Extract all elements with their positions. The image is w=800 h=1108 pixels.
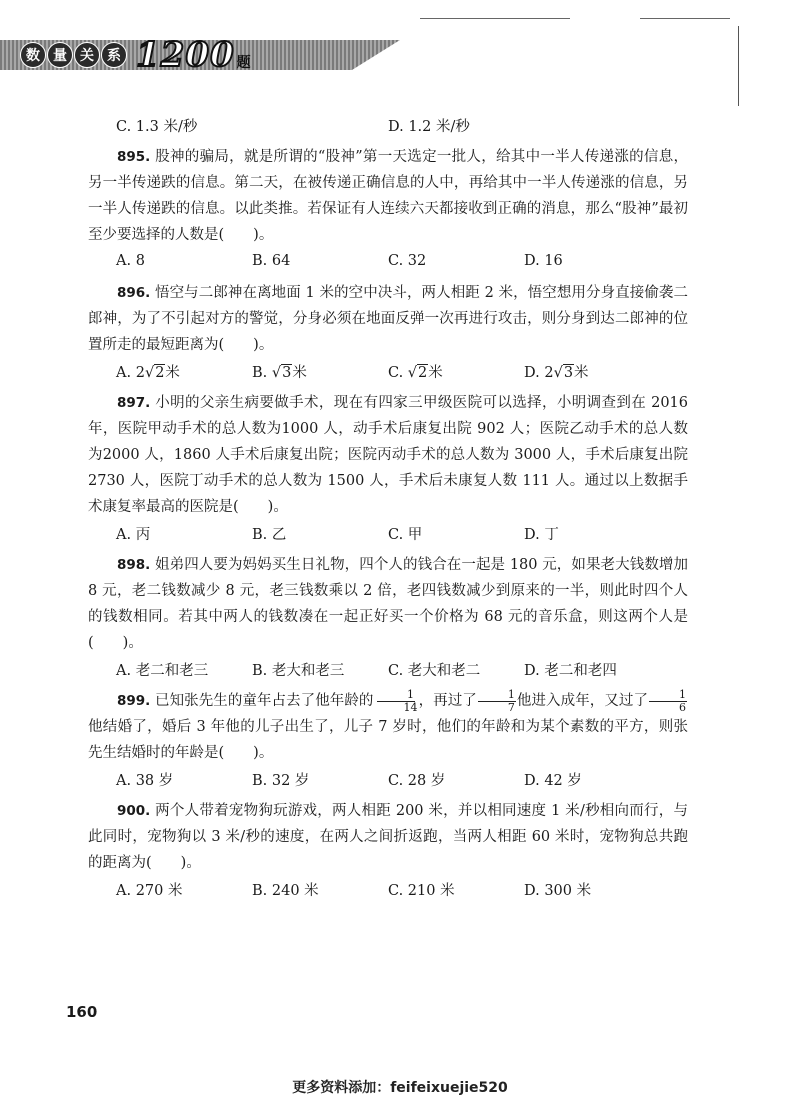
- question-896-options: [88, 358, 688, 384]
- option-a: A. 老二和老三: [116, 662, 209, 679]
- question-897-options: [88, 520, 688, 546]
- option-c: C. 甲: [388, 526, 423, 543]
- question-text: 小明的父亲生病要做手术，现在有四家三甲级医院可以选择，小明调查到在 2016 年，医院甲动手术的总人数为1000 人，动手术后康复出院 902 人；医院乙动手术的总人数为2000 人，1860 人手术后康复出院；医院丙动手术的总人数为 3000 人，手术后康复出院 2730 人，医院丁动手术的总人数为 1500 人，手术后未康复人数 111 人。通过以上数据手术康复率最高的医院是( )。: [88, 395, 688, 515]
- option-b: B. √3米: [252, 364, 307, 381]
- title-suffix: 题: [236, 55, 251, 71]
- question-895: [88, 144, 688, 248]
- option-b: B. 32 岁: [252, 772, 310, 789]
- question-text-part: 他结婚了，婚后 3 年他的儿子出生了，儿子 7 岁时，他们的年龄和为某个素数的平方，则张先生结婚时的年龄是( )。: [88, 719, 688, 761]
- right-vertical-rule: [738, 26, 739, 106]
- title-badge-char: 数: [20, 42, 46, 68]
- title-badge-char: 量: [47, 42, 73, 68]
- option-c: C. 28 岁: [388, 772, 446, 789]
- option-d: D. 16: [524, 253, 563, 269]
- option-b: B. 64: [252, 253, 291, 269]
- title-number: 1200: [136, 35, 235, 75]
- option-d: D. 42 岁: [524, 772, 582, 789]
- option-d: D. 丁: [524, 526, 559, 543]
- question-number: 898.: [117, 557, 151, 573]
- question-900: [88, 798, 688, 876]
- question-number: 896.: [117, 285, 151, 301]
- title-badge-char: 系: [101, 42, 127, 68]
- page-number: 160: [66, 1003, 98, 1021]
- sqrt-symbol: √3: [553, 364, 574, 381]
- question-text-part: 他进入成年，又过了: [516, 693, 649, 709]
- question-text: 姐弟四人要为妈妈买生日礼物，四个人的钱合在一起是 180 元，如果老大钱数增加 8 元，老二钱数减少 8 元，老三钱数乘以 2 倍，老四钱数减少到原来的一半，则此时四个人的钱数相同。若其中两人的钱数凑在一起正好买一个价格为 68 元的音乐盒，则这两个人是( )。: [88, 557, 688, 651]
- question-number: 899.: [117, 693, 151, 709]
- fraction: $\frac{1}{14}$: [375, 689, 418, 714]
- fraction: $\frac{1}{7}$: [478, 689, 516, 714]
- question-text-part: 已知张先生的童年占去了他年龄的: [155, 693, 374, 709]
- fraction: $\frac{1}{6}$: [649, 689, 687, 714]
- sqrt-symbol: √2: [407, 364, 428, 381]
- option-d: D. 300 米: [524, 882, 592, 899]
- top-rule: [420, 18, 570, 19]
- option-d: D. 老二和老四: [524, 662, 617, 679]
- top-rule-right: [640, 18, 730, 19]
- option-a: A. 8: [116, 253, 145, 269]
- option-a: A. 丙: [116, 526, 151, 543]
- option-d: D. 1.2 米/秒: [388, 118, 470, 135]
- option-c: C. 老大和老二: [388, 662, 481, 679]
- option-b: B. 240 米: [252, 882, 319, 899]
- question-text: 两个人带着宠物狗玩游戏，两人相距 200 米，并以相同速度 1 米/秒相向而行，与此同时，宠物狗以 3 米/秒的速度，在两人之间折返跑，当两人相距 60 米时，宠物狗总共跑的距离为( )。: [88, 803, 688, 871]
- option-c: C. 32: [388, 253, 427, 269]
- option-c: C. √2米: [388, 364, 443, 381]
- question-text: 股神的骗局，就是所谓的“股神”第一天选定一批人，给其中一半人传递涨的信息，另一半传递跌的信息。第二天，在被传递正确信息的人中，再给其中一半人传递涨的信息，另一半人传递跌的信息。以此类推。若保证有人连续六天都接收到正确的消息，那么“股神”最初至少要选择的人数是( )。: [88, 149, 689, 243]
- option-c: C. 1.3 米/秒: [116, 118, 198, 135]
- option-a: A. 2√2米: [116, 364, 180, 381]
- option-a: A. 270 米: [116, 882, 183, 899]
- question-text: 悟空与二郎神在离地面 1 米的空中决斗，两人相距 2 米，悟空想用分身直接偷袭二郎神，为了不引起对方的警觉，分身必须在地面反弹一次再进行攻击，则分身到达二郎神的位置所走的最短距离为( )。: [88, 285, 689, 353]
- question-899-options: [88, 766, 688, 792]
- question-898-options: [88, 656, 688, 682]
- question-897: [88, 390, 688, 520]
- footer-note: 更多资料添加：feifeixuejie520: [292, 1080, 508, 1096]
- question-number: 895.: [117, 149, 151, 165]
- question-text-part: ，再过了: [418, 693, 477, 709]
- option-c: C. 210 米: [388, 882, 455, 899]
- sqrt-symbol: √2: [144, 364, 165, 381]
- option-d: D. 2√3米: [524, 364, 589, 381]
- prev-question-options: [88, 112, 688, 138]
- question-896: [88, 280, 688, 358]
- question-895-options: [88, 248, 688, 274]
- option-b: B. 老大和老三: [252, 662, 345, 679]
- question-900-options: [88, 876, 688, 902]
- sqrt-symbol: √3: [271, 364, 292, 381]
- question-number: 897.: [117, 395, 151, 411]
- question-899: [88, 688, 688, 766]
- option-a: A. 38 岁: [116, 772, 174, 789]
- book-title: [20, 37, 251, 73]
- option-b: B. 乙: [252, 526, 287, 543]
- question-number: 900.: [117, 803, 151, 819]
- title-badge-char: 关: [74, 42, 100, 68]
- page-content: [88, 112, 688, 902]
- question-898: [88, 552, 688, 656]
